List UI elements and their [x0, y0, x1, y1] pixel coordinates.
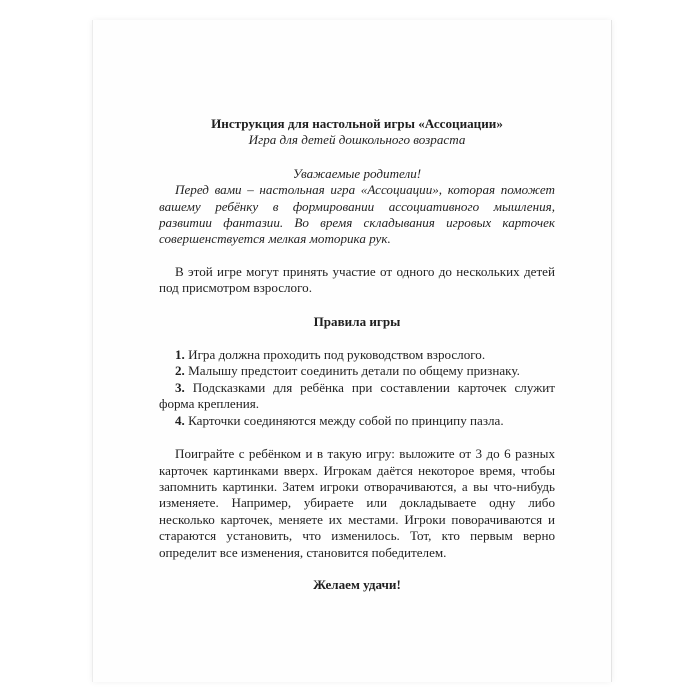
- intro-paragraph: Перед вами – настольная игра «Ассоциации», которая поможет вашему ребёнку в формировании ассоциативного мышления, развитии фантазии. Во время складывания игровых карточек совершенствуется мелкая моторика рук.: [159, 182, 555, 247]
- rule-number: 2.: [175, 363, 185, 379]
- rule-text: Подсказками для ребёнка при составлении карточек служит форма крепления.: [159, 379, 555, 412]
- document-subtitle: Игра для детей дошкольного возраста: [248, 132, 466, 148]
- rule-number: 3.: [175, 379, 185, 395]
- greeting: Уважаемые родители!: [292, 165, 422, 181]
- instruction-sheet: [92, 20, 612, 682]
- rule-number: 1.: [175, 347, 185, 363]
- rule-number: 4.: [175, 412, 185, 428]
- rules-list: [159, 347, 555, 429]
- rule-item: [159, 363, 555, 379]
- rule-text: Карточки соединяются между собой по принципу пазла.: [188, 412, 504, 428]
- rule-item: [159, 380, 555, 413]
- instruction-text-block: [159, 116, 555, 593]
- rules-heading: Правила игры: [313, 313, 401, 329]
- play-paragraph: Поиграйте с ребёнком и в такую игру: выложите от 3 до 6 разных карточек картинками вверх. Игрокам даётся некоторое время, чтобы запомнить картинки. Затем игроки отворачиваются, а вы что-нибудь изменяете. Например, убираете или докладываете одну либо несколько карточек, меняете их местами. Игроки поворачиваются и стараются установить, что изменилось. Тот, кто первым верно определит все изменения, становится победителем.: [159, 446, 555, 560]
- document-title: Инструкция для настольной игры «Ассоциации»: [211, 116, 503, 131]
- participants-paragraph: В этой игре могут принять участие от одного до нескольких детей под присмотром взрослого.: [159, 263, 555, 296]
- closing-wish: Желаем удачи!: [313, 576, 401, 592]
- rule-text: Игра должна проходить под руководством взрослого.: [188, 347, 486, 363]
- rule-item: [159, 347, 555, 363]
- rule-item: [159, 413, 555, 429]
- rule-text: Малышу предстоит соединить детали по общему признаку.: [188, 363, 520, 379]
